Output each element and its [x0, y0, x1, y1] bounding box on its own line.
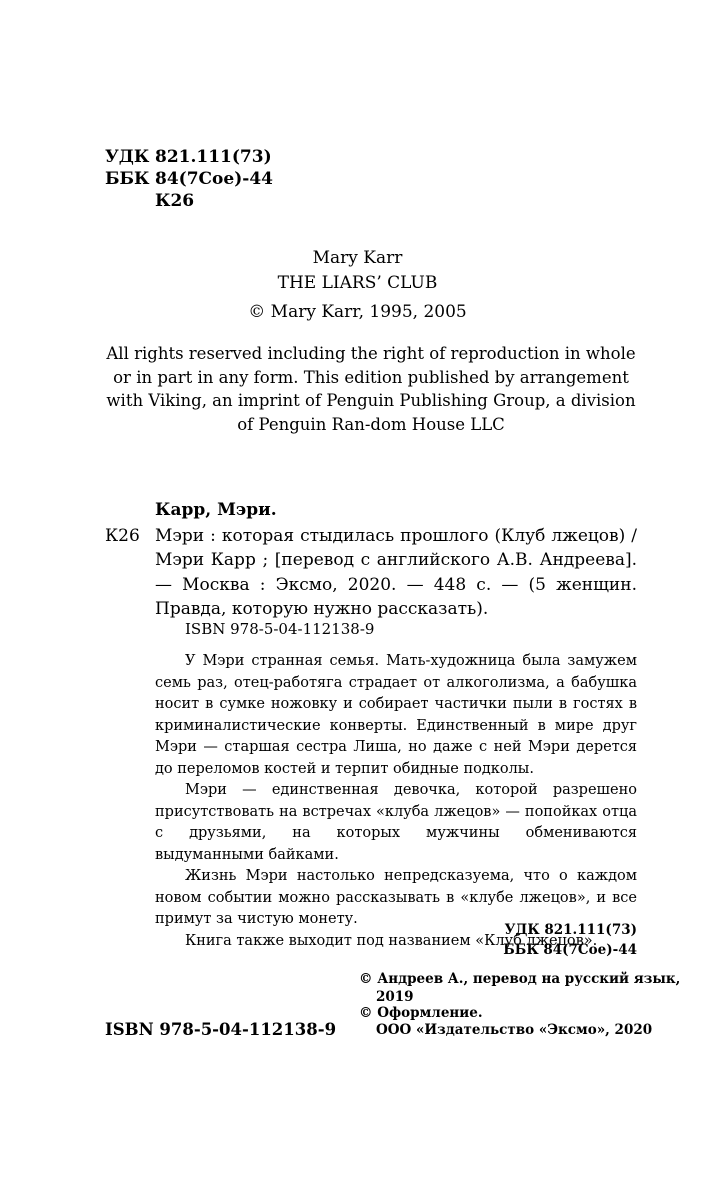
author-heading: Карр, Мэри. [155, 500, 277, 520]
annotation-paragraph: Жизнь Мэри настолько непредсказуема, что о каждом новом событии можно рассказывать в «клубе лжецов», и все примут за чистую монету. [155, 868, 637, 927]
footer-isbn: ISBN 978-5-04-112138-9 [105, 1020, 337, 1039]
udk-label: УДК [105, 147, 150, 167]
bbk-row [105, 168, 273, 190]
translation-copyright-line1: © Андреев А., перевод на русский язык, [359, 971, 681, 987]
design-copyright-line1: © Оформление. [359, 1005, 483, 1021]
udk-row [105, 146, 272, 168]
bbk-label: ББК [105, 169, 150, 189]
bibliographic-mark: К26 [105, 526, 140, 546]
bibliographic-isbn: ISBN 978-5-04-112138-9 [185, 620, 375, 638]
bbk-value: 84(7Сое)-44 [155, 169, 273, 189]
original-author: Mary Karr [312, 248, 403, 268]
annotation [155, 651, 637, 952]
author-mark: К26 [155, 191, 195, 211]
original-title: THE LIARS’ CLUB [277, 273, 438, 293]
annotation-udk: УДК 821.111(73) [504, 922, 637, 938]
rights-notice: All rights reserved including the right of reproduction in whole or in part in any form. This edition published by arrangement with Viking, an imprint of Penguin Publishing Group, a division of Penguin Ran-dom House LLC [106, 344, 636, 434]
author-mark-row [105, 190, 194, 212]
annotation-bbk: ББК 84(7Сое)-44 [503, 942, 637, 958]
annotation-paragraph: У Мэри странная семья. Мать-художница была замужем семь раз, отец-работяга страдает от алкоголизма, а бабушка носит в сумке ножовку и собирает частички пыли в гостях в криминалистические конверты. Единственный в мире друг Мэри — старшая сестра Лиша, но даже с ней Мэри дерется до переломов костей и терпит обидные подколы. [155, 653, 637, 777]
udk-value: 821.111(73) [155, 147, 272, 167]
translation-copyright-line2: 2019 [376, 989, 414, 1005]
bibliographic-entry: Мэри : которая стыдилась прошлого (Клуб лжецов) / Мэри Карр ; [перевод с английского А.В. Андреева]. — Москва : Эксмо, 2020. — 448 с. — (5 женщин. Правда, которую нужно рассказать). [155, 526, 637, 619]
annotation-paragraph: Книга также выходит под названием «Клуб лжецов». [185, 932, 598, 949]
annotation-paragraph: Мэри — единственная девочка, которой разрешено присутствовать на встречах «клуба лжецов» — попойках отца с друзьями, на которых мужчины обмениваются выдуманными байками. [155, 782, 637, 863]
original-copyright: © Mary Karr, 1995, 2005 [248, 302, 467, 322]
design-copyright-line2: ООО «Издательство «Эксмо», 2020 [376, 1022, 653, 1038]
